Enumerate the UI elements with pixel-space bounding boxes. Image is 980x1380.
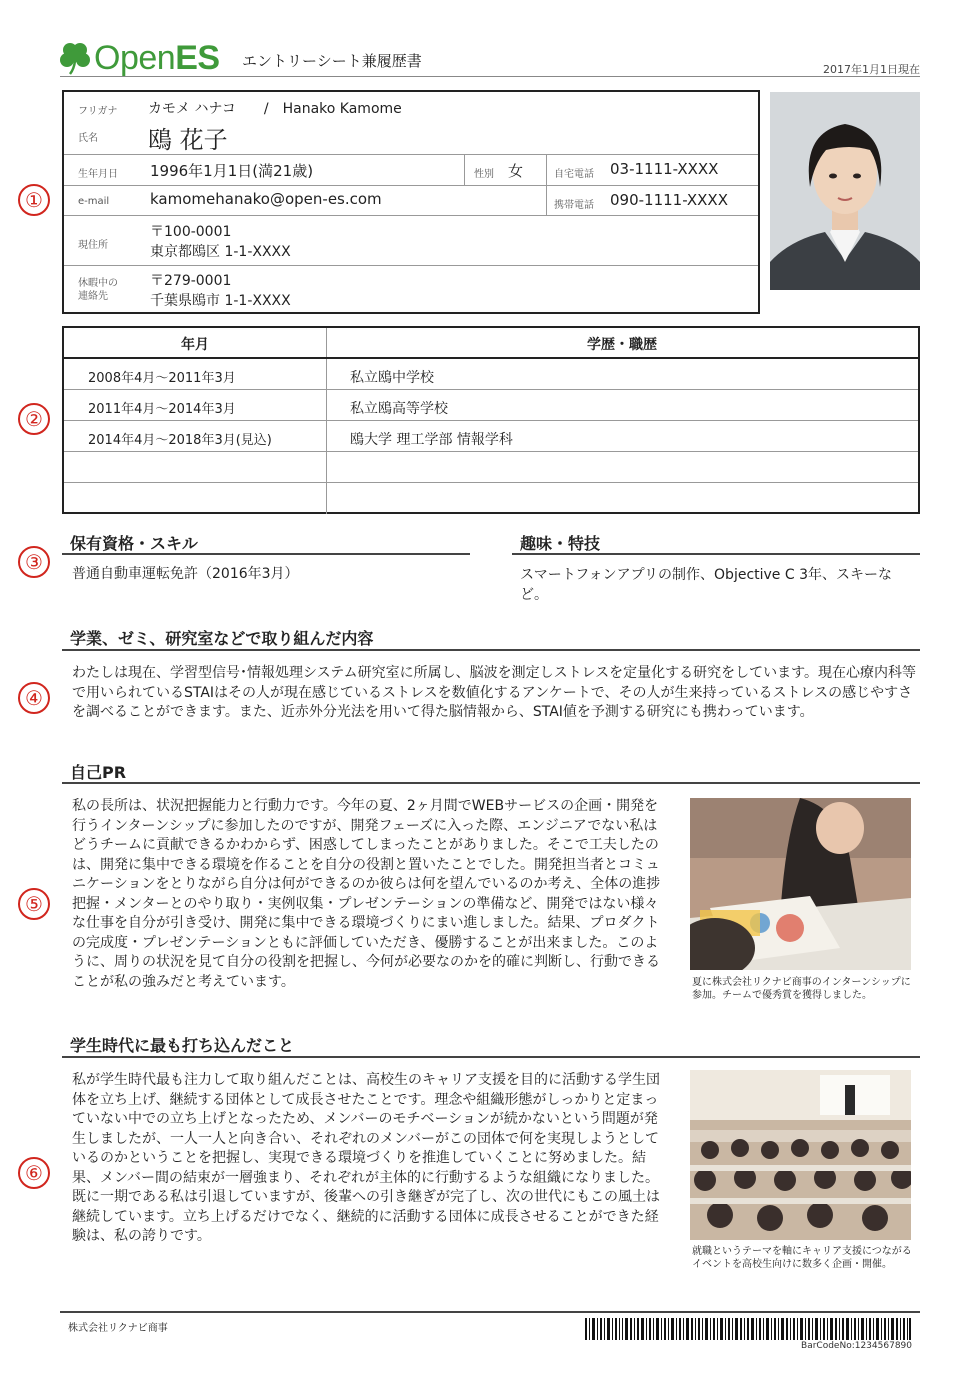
sex-label: 性別: [474, 169, 494, 180]
email: kamomehanako@open-es.com: [150, 190, 382, 208]
table-row: [64, 483, 918, 514]
pr-divider: [62, 782, 920, 784]
table-row: 2014年4月～2018年3月(見込) 鴎大学 理工学部 情報学科: [64, 421, 918, 452]
pr-heading: 自己PR: [70, 763, 127, 782]
birth-date: 1996年1月1日(満21歳): [150, 162, 314, 180]
home-phone: 03-1111-XXXX: [610, 160, 719, 178]
section-number-4: ④: [18, 682, 50, 714]
hobby-heading: 趣味・特技: [520, 534, 601, 553]
birth-label: 生年月日: [78, 169, 118, 180]
company-name: 株式会社リクナビ商事: [68, 1323, 168, 1334]
home-phone-label: 自宅電話: [554, 169, 594, 180]
logo-text: OpenES: [94, 38, 220, 77]
header-divider: [60, 76, 920, 77]
holiday-address: 千葉県鴎市 1-1-XXXX: [150, 293, 291, 309]
event-photo: [690, 1070, 911, 1240]
sex: 女: [508, 162, 524, 180]
email-row: [64, 186, 758, 216]
holiday-zip: 〒279-0001: [150, 273, 232, 289]
skills-divider: [62, 553, 470, 555]
study-text: わたしは現在、学習型信号･情報処理システム研究室に所属し、脳波を測定しストレスを定量化する研究をしています。現在心療内科等で用いられているSTAIはその人が現在感じているストレスを数値化するアンケートで、その人が生来持っているストレスの感じやすさを調べることができます。また、近赤外分光法を用いて得た脳情報から、STAI値を予測する研究にも携わっています。: [72, 665, 917, 720]
address: 東京都鴎区 1-1-XXXX: [150, 244, 291, 260]
table-row: 2011年4月～2014年3月 私立鴎高等学校: [64, 390, 918, 421]
section-number-1: ①: [18, 184, 50, 216]
birth-row: [64, 155, 758, 186]
mobile-label: 携帯電話: [554, 200, 594, 211]
section-number-6: ⑥: [18, 1157, 50, 1189]
skills-text: 普通自動車運転免許（2016年3月）: [72, 566, 299, 582]
address-label: 現住所: [78, 240, 108, 251]
internship-photo: [690, 798, 911, 970]
table-row: 2008年4月～2011年3月 私立鴎中学校: [64, 359, 918, 390]
furigana: カモメ ハナコ / Hanako Kamome: [148, 101, 402, 117]
barcode-number: BarCodeNo:1234567890: [801, 1341, 912, 1351]
full-name: 鴎 花子: [148, 126, 228, 154]
name-label: 氏名: [78, 133, 98, 144]
document-title: エントリーシート兼履歴書: [242, 52, 422, 70]
student-divider: [62, 1056, 920, 1058]
student-text: 私が学生時代最も注力して取り組んだことは、高校生のキャリア支援を目的に活動する学生団体を立ち上げ、継続する団体として成長させたことです。理念や組織形態がしっかりと定まっていない中での立ち上げとなったため、メンバーのモチベーションが続かないという問題が発生しましたが、一人一人と向き合い、それぞれのメンバーがこの団体で何を実現しようとしているのかということを把握し、実現できる環境づくりを推進していくことに努めました。結果、メンバー間の結束が一層強まり、それぞれが主体的に行動するような組織になりました。既に一期である私は引退していますが、後輩への引き継ぎが完了し、次の世代にもこの風土は継続しています。立ち上げるだけでなく、継続的に活動する団体に成長させることができた経験は、私の誇りです。: [72, 1072, 660, 1244]
mobile-phone: 090-1111-XXXX: [610, 191, 728, 209]
history-header: [64, 328, 918, 359]
study-heading: 学業、ゼミ、研究室などで取り組んだ内容: [70, 629, 374, 648]
logo: [60, 40, 220, 76]
history-col-detail: 学歴・職歴: [587, 337, 657, 353]
section-number-5: ⑤: [18, 888, 50, 920]
profile-box: [62, 90, 760, 314]
history-table: [62, 326, 920, 514]
student-heading: 学生時代に最も打ち込んだこと: [70, 1036, 295, 1055]
event-caption: 就職というテーマを軸にキャリア支援につながるイベントを高校生向けに数多く企画・開催。: [692, 1246, 912, 1270]
holiday-contact-row: [64, 266, 758, 314]
skills-heading: 保有資格・スキル: [70, 534, 198, 553]
hobby-text: スマートフォンアプリの制作、Objective C 3年、スキーなど。: [520, 567, 893, 603]
barcode-icon: [585, 1318, 911, 1340]
table-row: [64, 452, 918, 483]
holiday-contact-label: 休暇中の 連絡先: [78, 278, 118, 302]
section-number-2: ②: [18, 403, 50, 435]
email-label: e-mail: [78, 196, 110, 207]
footer-divider: [60, 1311, 920, 1313]
pr-text: 私の長所は、状況把握能力と行動力です。今年の夏、2ヶ月間でWEBサービスの企画・開発を行うインターンシップに参加したのですが、開発フェーズに入った際、エンジニアでない私はどうチームに貢献できるかわからず、困惑してしまったことがありました。そこで工夫したのは、開発に集中できる環境を作ることを自分の役割と置いたことでした。開発担当者とコミュニケーションをとりながら自分は何ができるのか彼らは何を望んでいるのか考え、全体の進捗把握・メンターとのやり取り・実例収集・プレゼンテーションの準備など、開発ではない様々な仕事を自分が引き受け、開発に集中できる環境づくりにまい進しました。結果、プロダクトの完成度・プレゼンテーションともに評価していただき、優勝することが出来ました。このように、周りの状況を見て自分の役割を把握し、今何が必要なのかを的確に判断し、行動できることが私の強みだと考えています。: [72, 798, 661, 990]
address-row: [64, 216, 758, 266]
portrait-photo: [770, 92, 920, 290]
address-zip: 〒100-0001: [150, 224, 232, 240]
study-divider: [62, 649, 920, 651]
section-number-3: ③: [18, 546, 50, 578]
current-date: 2017年1月1日現在: [823, 63, 920, 76]
name-row: [64, 92, 758, 155]
internship-caption: 夏に株式会社リクナビ商事のインターンシップに参加。チームで優秀賞を獲得しました。: [692, 977, 911, 1001]
hobby-divider: [512, 553, 920, 555]
furigana-label: フリガナ: [78, 106, 118, 117]
history-col-date: 年月: [181, 337, 209, 353]
clover-icon: [60, 41, 90, 75]
